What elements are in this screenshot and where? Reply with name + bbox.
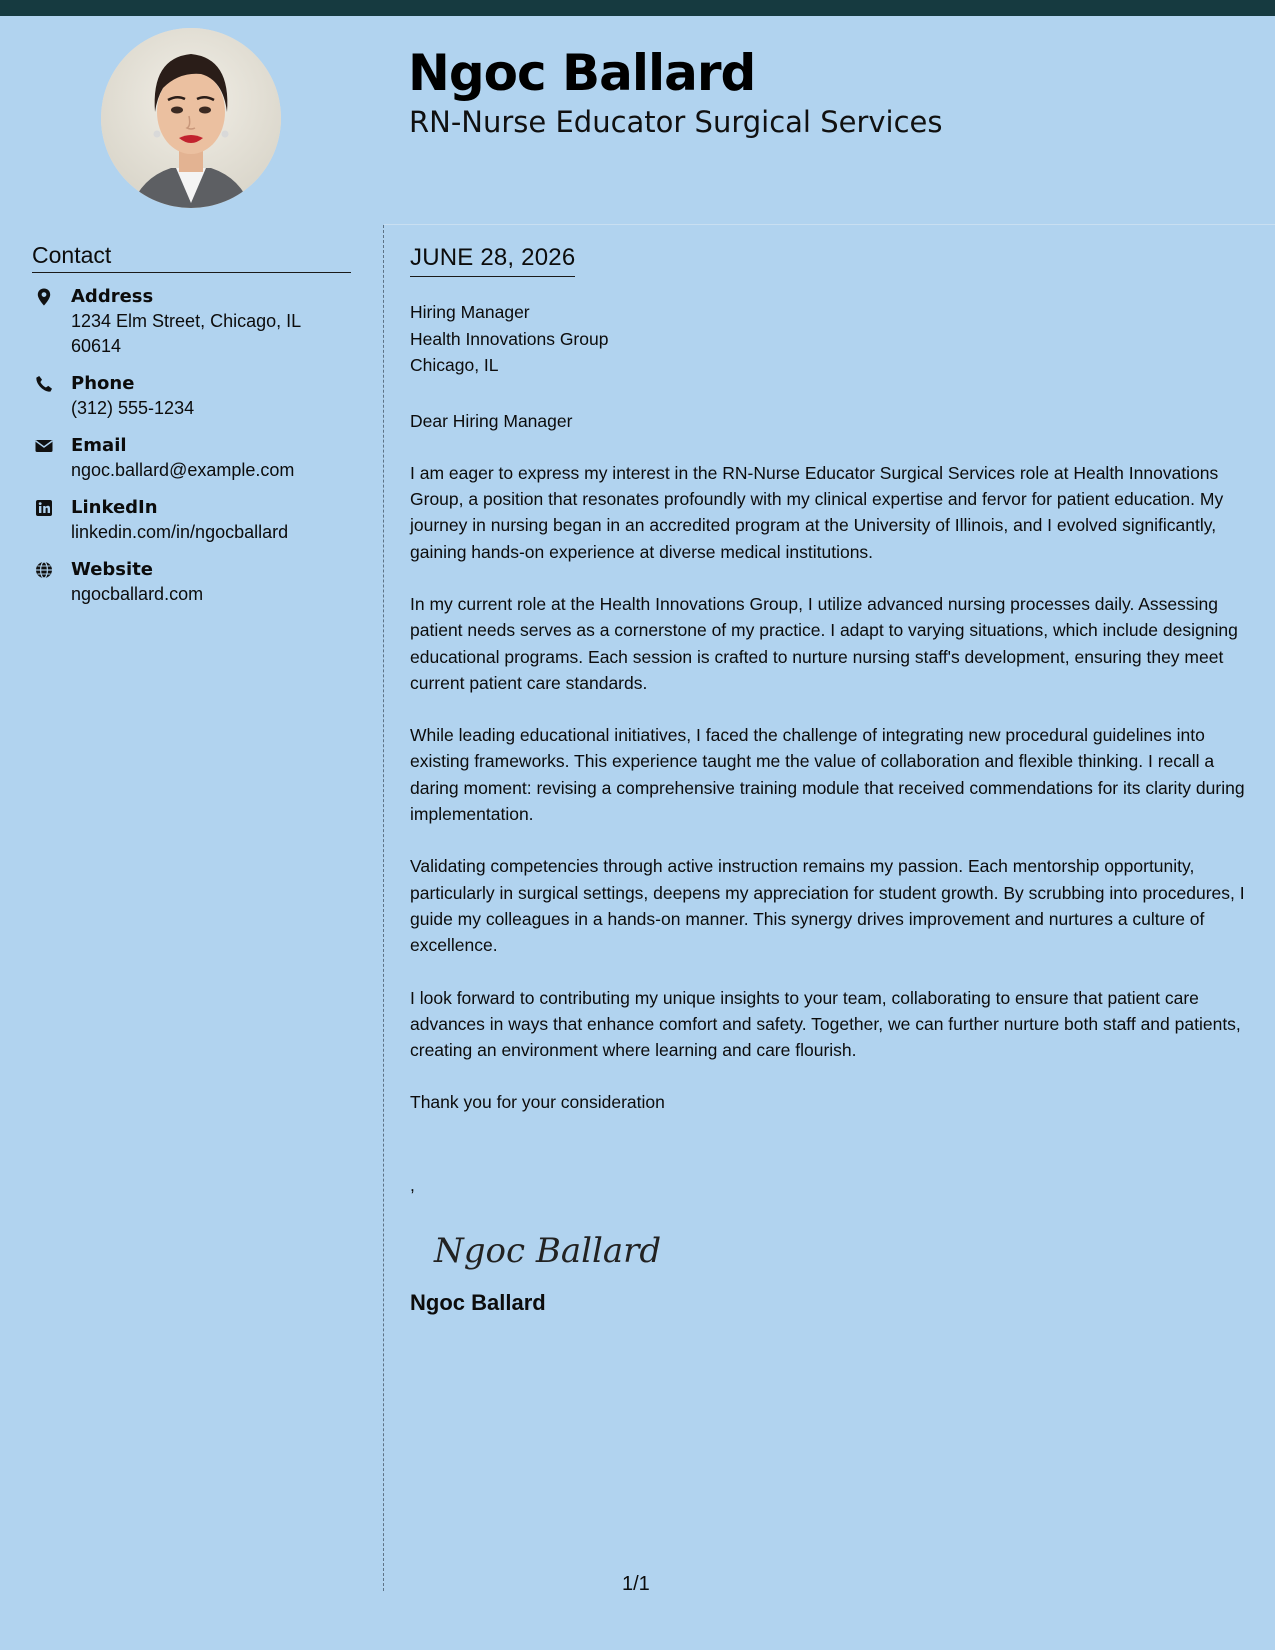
contact-value: (312) 555-1234 [71, 398, 195, 418]
closing-comma: , [410, 1174, 415, 1195]
contact-label: Website [71, 559, 154, 580]
contact-phone [32, 371, 352, 421]
letter-paragraph: Validating competencies through active instruction remains my passion. Each mentorship opportunity, particularly in surgical settings, deepens my appreciation for student growth. By scrubbing into procedures, I guide my colleagues in a hands-on manner. This synergy drives improvement and nurtures a culture of excellence. [410, 856, 1245, 956]
recipient-line: Hiring Manager [410, 302, 530, 322]
contact-website [32, 557, 352, 607]
contact-value[interactable]: ngocballard.com [71, 584, 204, 604]
column-divider [383, 225, 384, 1591]
recipient-block [410, 299, 1250, 379]
contact-label: Phone [71, 373, 135, 394]
map-pin-icon [34, 287, 54, 307]
signature-glyphs: Ngoc Ballard [434, 1231, 662, 1272]
recipient-line: Chicago, IL [410, 355, 499, 375]
closing-line: Thank you for your consideration [410, 1092, 665, 1113]
envelope-icon [34, 436, 54, 456]
contact-label: LinkedIn [71, 497, 158, 518]
candidate-name: Ngoc Ballard [408, 44, 756, 102]
header-divider [384, 224, 1275, 225]
contact-value[interactable]: ngoc.ballard@example.com [71, 460, 295, 480]
job-title: RN-Nurse Educator Surgical Services [409, 105, 943, 139]
contact-label: Email [71, 435, 127, 456]
top-bar [0, 0, 1275, 16]
letter-date: JUNE 28, 2026 [410, 242, 575, 277]
page-number: 1/1 [622, 1573, 650, 1595]
globe-icon [34, 560, 54, 580]
contact-label: Address [71, 286, 154, 307]
contact-list [32, 284, 352, 619]
letter-paragraph: I look forward to contributing my unique insights to your team, collaborating to ensure that patient care advances in ways that enhance comfort and safety. Together, we can further nurture both staff and patients, creating an environment where learning and care flourish. [410, 987, 1241, 1061]
contact-email [32, 433, 352, 483]
profile-photo [101, 28, 281, 208]
letter-body [410, 242, 1250, 1318]
linkedin-icon [34, 498, 54, 518]
recipient-line: Health Innovations Group [410, 328, 609, 349]
salutation: Dear Hiring Manager [410, 410, 573, 431]
phone-icon [34, 374, 54, 394]
signer-name: Ngoc Ballard [410, 1290, 546, 1316]
contact-address [32, 284, 352, 359]
contact-heading: Contact [32, 240, 351, 273]
contact-value: 1234 Elm Street, Chicago, IL 60614 [71, 311, 301, 356]
contact-value[interactable]: linkedin.com/in/ngocballard [71, 522, 289, 542]
letter-paragraph: While leading educational initiatives, I faced the challenge of integrating new procedural guidelines into existing frameworks. This experience taught me the value of collaboration and flexible thinking. I recall a daring moment: revising a comprehensive training module that received commendations for its clarity during implementation. [410, 725, 1245, 825]
handwritten-signature [432, 1218, 1250, 1278]
letter-paragraph: I am eager to express my interest in the RN-Nurse Educator Surgical Services role at Health Innovations Group, a position that resonates profoundly with my clinical expertise and fervor for patient education. My journey in nursing began in an accredited program at the University of Illinois, and I evolved significantly, gaining hands-on experience at diverse medical institutions. [410, 462, 1224, 562]
letter-paragraph: In my current role at the Health Innovations Group, I utilize advanced nursing processes daily. Assessing patient needs serves as a cornerstone of my practice. I adapt to varying situations, which include designing educational programs. Each session is crafted to nurture nursing staff's development, ensuring they meet current patient care standards. [410, 593, 1238, 693]
contact-linkedin [32, 495, 352, 545]
